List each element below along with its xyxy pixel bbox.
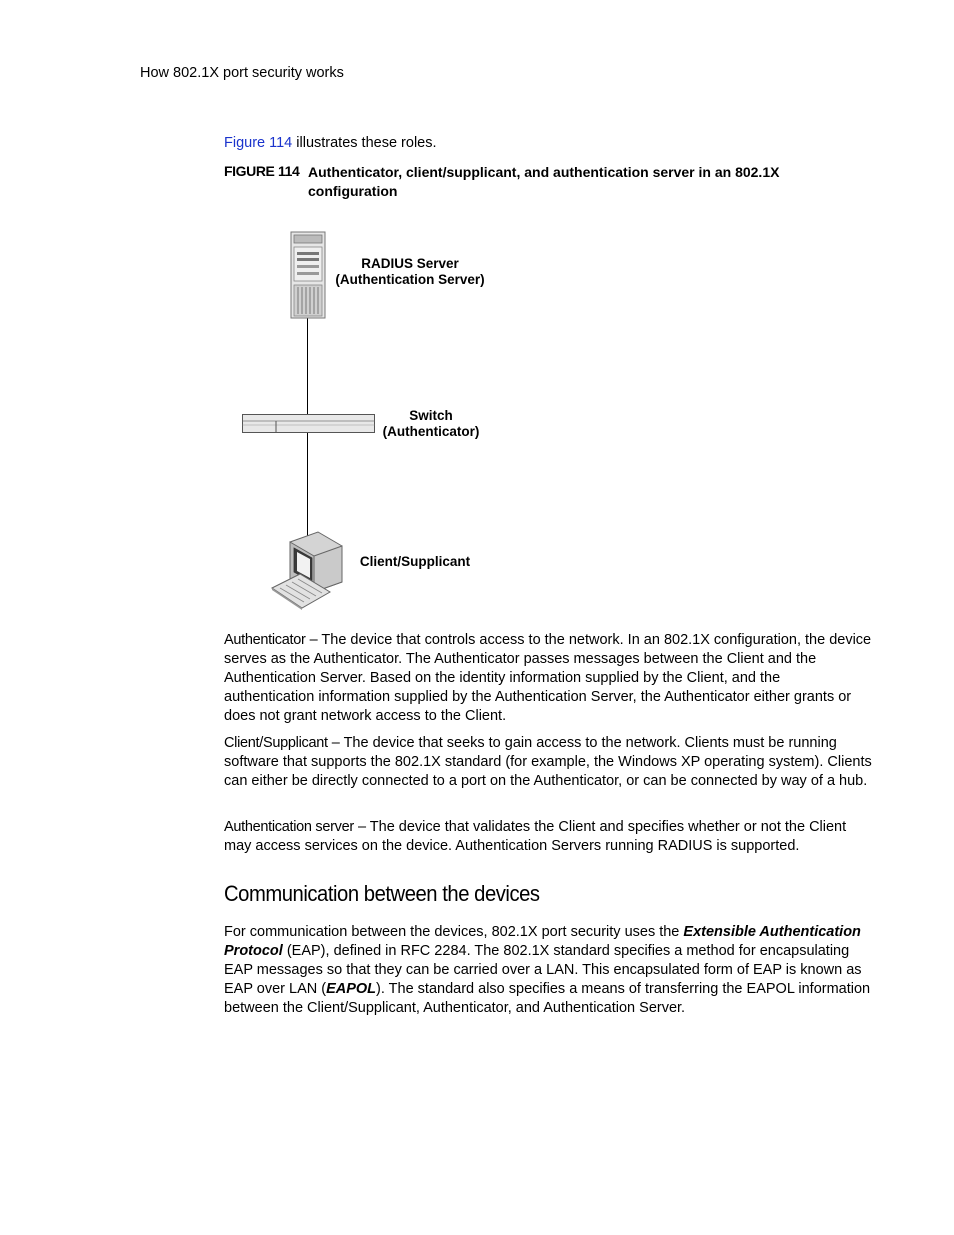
computer-icon [270, 530, 348, 610]
server-label [330, 256, 490, 288]
server-icon [290, 231, 326, 319]
running-head: How 802.1X port security works [140, 65, 344, 81]
paragraph-text-2: (EAP), defined in RFC 2284. The 802.1X standard specifies a method for encapsulating EAP messages so that they can be carried over a LAN. This encapsulated form of EAP is known as EAP over LAN ( [224, 943, 862, 997]
definition-authenticator [224, 631, 874, 726]
definition-authentication-server [224, 818, 874, 856]
client-label: Client/Supplicant [359, 554, 471, 569]
definition-term: Authentication server [224, 819, 354, 835]
figure-number: FIGURE 114 [224, 163, 300, 179]
figure-caption: Authenticator, client/supplicant, and authentication server in an 802.1X configuration [308, 164, 780, 199]
server-label-line-1: RADIUS Server [361, 256, 459, 271]
definition-text: – The device that validates the Client and specifies whether or not the Client may access services on the device. Authentication Servers running RADIUS is supported. [224, 819, 847, 854]
switch-icon [242, 414, 376, 434]
definition-text: – The device that controls access to the network. In an 802.1X configuration, the device serves as the Authenticator. The Authenticator passes messages between the Client and the Authentication Server. Based on the identity information supplied by the Client, and the authentication information supplied by the Authentication Server, the Authenticator either grants or does not grant network access to the Client. [224, 632, 872, 724]
eap-term: Extensible Authentication Protocol [224, 924, 861, 959]
switch-label-line-1: Switch [409, 408, 453, 423]
definition-term: Client/Supplicant [224, 735, 328, 751]
paragraph-text-1: For communication between the devices, 802.1X port security uses the [224, 924, 684, 940]
switch-label-line-2: (Authenticator) [382, 424, 480, 439]
figure-114-link[interactable]: Figure 114 [224, 135, 293, 151]
eapol-term: EAPOL [326, 981, 377, 997]
section-heading: Communication between the devices [224, 881, 540, 906]
definition-client-supplicant [224, 734, 874, 791]
figure-intro-text: illustrates these roles. [292, 135, 437, 151]
definition-term: Authenticator [224, 632, 306, 648]
server-switch-link [307, 318, 308, 415]
paragraph-text-3: ). The standard also specifies a means of transferring the EAPOL information between the Client/Supplicant, Authenticator, and Authentication Server. [224, 981, 871, 1016]
section-paragraph [224, 923, 874, 1018]
definition-text: – The device that seeks to gain access to the network. Clients must be running software that supports the 802.1X standard (for example, the Windows XP operating system). Clients can either be directly connected to a port on the Authenticator, or can be connected by way of a hub. [224, 735, 872, 789]
switch-client-link [307, 433, 308, 536]
server-label-line-2: (Authentication Server) [335, 272, 485, 287]
switch-label [376, 408, 486, 440]
figure-intro [224, 134, 874, 153]
